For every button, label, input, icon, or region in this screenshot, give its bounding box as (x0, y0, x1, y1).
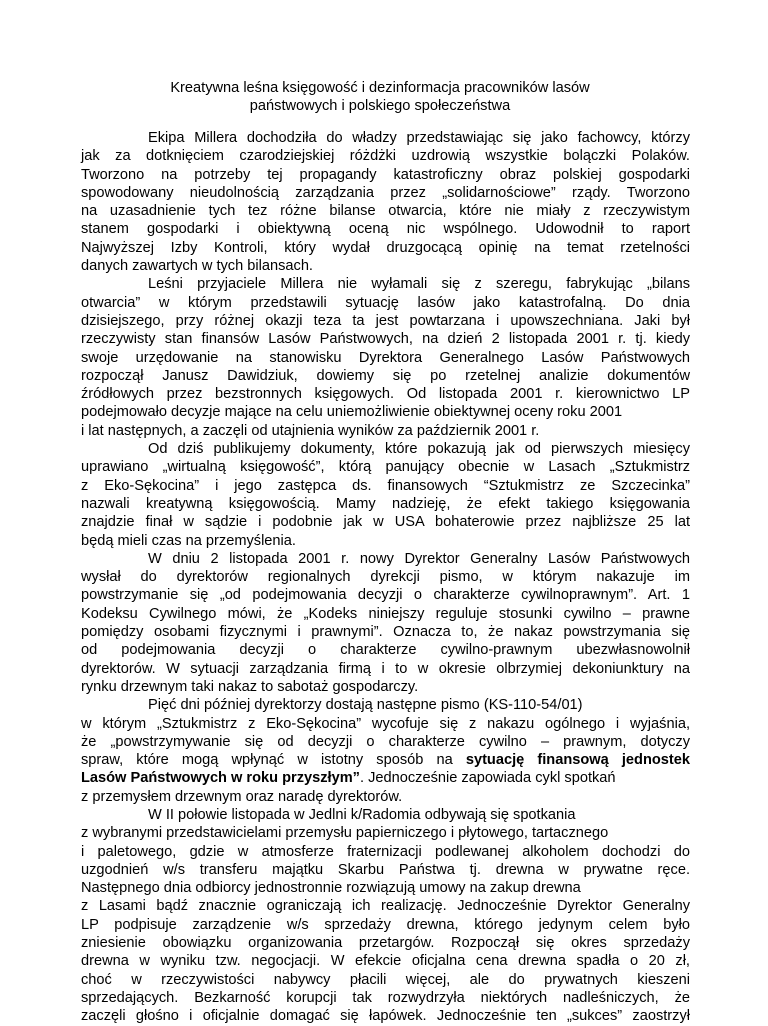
text-line: stanem gospodarki i obiektywną oceną nic wspólnego. Udowodnił to raport (81, 221, 690, 238)
text-line: z Lasami bądź znacznie ograniczają ich realizację. Jednocześnie Dyrektor Generalny (81, 898, 690, 915)
text-line-mixed (81, 769, 690, 787)
text-line: danych zawartych w tych bilansach. (81, 258, 313, 275)
text-line: na uzasadnienie tych tez różne bilanse otwarcia, które nie miały z rzeczywistym (81, 203, 690, 220)
text-line: dzisiejszego, przy różnej okazji teza ta jest powtarzana i upowszechniana. Jaki był (81, 312, 690, 329)
text-line: Od dziś publikujemy dokumenty, które pokazują jak od pierwszych miesięcy (148, 441, 690, 458)
text-line: wysłał do dyrektorów regionalnych dyrekcji pismo, w którym nakazuje im (81, 569, 690, 586)
text-line: spowodowany nieudolnością zarządzania przez „solidarnościowe” rządy. Tworzono (81, 184, 690, 201)
text-line: i lat następnych, a zaczęli od utajnienia wyników za październik 2001 r. (81, 422, 540, 439)
text-line: nazwali kreatywną księgowością. Mamy nadzieję, że efekt takiego księgowania (81, 495, 690, 512)
text-line: w którym „Sztukmistrz z Eko-Sękocina” wycofuje się z nakazu ogólnego i wyjaśnia, (81, 715, 690, 732)
bold-text: Lasów Państwowych w roku przyszłym” (81, 770, 360, 787)
text-line: Ekipa Millera dochodziła do władzy przedstawiając się jako fachowcy, którzy (148, 130, 690, 146)
text-line: Tworzono na potrzeby tej propagandy katastroficzny obraz polskiej gospodarki (81, 166, 690, 183)
document-body (81, 129, 690, 1026)
text-line: od podejmowania decyzji o charakterze cywilno-prawnym ubezwłasnowolnił (81, 642, 690, 659)
title-line-2: państwowych i polskiego społeczeństwa (249, 98, 511, 115)
text-line: Następnego dnia odbiorcy jednostronnie rozwiązują umowy na zakup drewna (81, 880, 581, 897)
document-title (150, 79, 610, 116)
text-line: znajdzie finał w sądzie i podobnie jak w USA bohaterowie przez najbliższe 25 lat (81, 514, 690, 531)
text-line: z Eko-Sękocina” i jego zastępca ds. finansowych “Sztukmistrz ze Szczecinka” (81, 477, 690, 494)
paragraph-4 (81, 550, 690, 696)
bold-text: sytuację finansową jednostek (465, 752, 690, 769)
text-line: podejmowało decyzje mające na celu uniemożliwienie obiektywnej oceny roku 2001 (81, 404, 623, 421)
text-line: uprawiano „wirtualną księgowość”, którą panujący obecnie w Lasach „Sztukmistrz (81, 459, 690, 476)
text-line: otwarcia” w którym przedstawili sytuację lasów jako katastrofalną. Do dnia (81, 294, 690, 311)
text-line: rozpoczął Janusz Dawidziuk, dowiemy się po rzetelnej analizie dokumentów (81, 367, 690, 384)
text-line: i paletowego, gdzie w atmosferze fraternizacji podlewanej alkoholem dochodzi do (81, 843, 690, 860)
text-line: powstrzymanie się „od podejmowania decyzji o charakterze cywilnoprawnym”. Art. 1 (81, 587, 690, 604)
text-line: LP podpisuje zarządzenie w/s sprzedaży drewna, którego jedynym celem było (81, 916, 690, 933)
text-segment: . Jednocześnie zapowiada cykl spotkań (359, 770, 616, 787)
title-line-1: Kreatywna leśna księgowość i dezinformacja pracowników lasów (170, 80, 590, 96)
text-line: będą mieli czas na przemyślenia. (81, 532, 296, 549)
text-line: rzeczywisty stan finansów Lasów Państwowych, na dzień 2 listopada 2001 r. tj. kiedy (81, 331, 690, 348)
text-line: zaczęli głośno i oficjalnie domagać się łapówek. Jednocześnie ten „sukces” zaostrzył (81, 1008, 690, 1025)
text-line: z przemysłem drzewnym oraz naradę dyrektorów. (81, 788, 403, 805)
text-line: zniesienie obowiązku organizowania przetargów. Rozpoczął się okres sprzedaży (81, 935, 690, 952)
text-line-mixed (81, 751, 690, 769)
paragraph-1 (81, 129, 690, 275)
text-line: Najwyższej Izby Kontroli, który wydał druzgocącą opinię na temat rzetelności (81, 239, 690, 256)
text-line: rynku drzewnym taki nakaz to sabotaż gospodarczy. (81, 678, 419, 695)
text-line: że „powstrzymywanie się od decyzji o charakterze cywilno – prawnym, dotyczy (81, 733, 690, 750)
text-segment: spraw, które mogą wpłynąć w istotny sposób na (81, 752, 453, 769)
text-line: dyrektorów. W sytuacji zarządzania firmą i to w okresie olbrzymiej dekoniunktury na (81, 660, 690, 677)
text-line: sprzedających. Bezkarność korupcji tak rozwydrzyła niektórych nadleśniczych, że (81, 989, 690, 1006)
text-line: z wybranymi przedstawicielami przemysłu papierniczego i płytowego, tartacznego (81, 825, 609, 842)
text-line: swoje urzędowanie na stanowisku Dyrektora Generalnego Lasów Państwowych (81, 349, 690, 366)
text-line: pomiędzy osobami fizycznymi i prawnymi”. Oznacza to, że nakaz powstrzymania się (81, 624, 690, 641)
text-line: Pięć dni później dyrektorzy dostają następne pismo (KS-110-54/01) (148, 697, 583, 714)
text-line: W dniu 2 listopada 2001 r. nowy Dyrektor Generalny Lasów Państwowych (148, 550, 690, 567)
text-line: drewna w wyniku tzw. negocjacji. W efekcie oficjalna cena drewna spadła o 20 zł, (81, 953, 690, 970)
text-line: choć w rzeczywistości nabywcy płacili więcej, ale do prywatnych kieszeni (81, 971, 690, 988)
paragraph-2 (81, 275, 690, 440)
text-line: jak za dotknięciem czarodziejskiej różdżki uzdrowią wszystkie bolączki Polaków. (81, 148, 690, 165)
paragraph-5 (81, 696, 690, 806)
text-line: W II połowie listopada w Jedlni k/Radomia odbywają się spotkania (148, 806, 576, 823)
text-line: Kodeksu Cywilnego mówi, że „Kodeks niniejszy reguluje stosunki cywilno – prawne (81, 605, 690, 622)
text-line: uzgodnień w/s transferu majątku Skarbu Państwa tj. drewna w prywatne ręce. (81, 861, 690, 878)
paragraph-3 (81, 440, 690, 550)
text-line: źródłowych przez bezstronnych księgowych. Od listopada 2001 r. kierownictwo LP (81, 386, 690, 403)
paragraph-6 (81, 806, 690, 1026)
text-line: Leśni przyjaciele Millera nie wyłamali się z szeregu, fabrykując „bilans (148, 276, 690, 293)
